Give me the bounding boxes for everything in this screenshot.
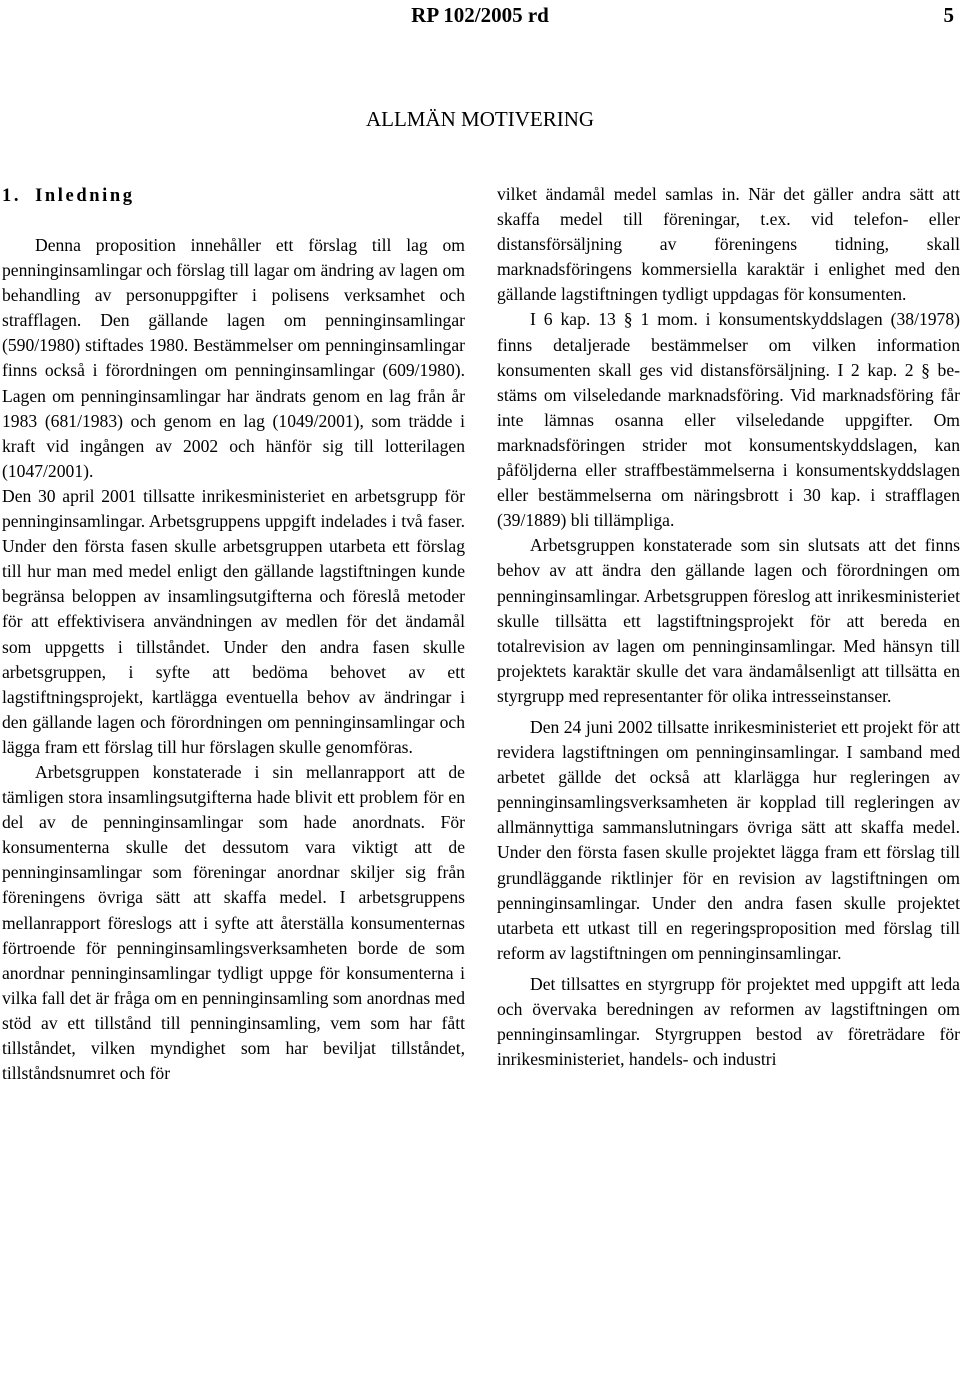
chapter-heading	[2, 182, 465, 210]
section-title: ALLMÄN MOTIVERING	[365, 107, 595, 131]
right-column	[497, 182, 960, 1072]
page-number: 5	[943, 3, 954, 27]
paragraph-consumer-protection: I 6 kap. 13 § 1 mom. i konsumentskyddslagen (38/1978) finns detaljerade bestämmelser om vilken information konsumenten skall ges vid distansförsäljning. I 2 kap. 2 § bestäms om vilseledande marknadsföring. Vid marknadsföring får inte lämnas osanna eller vilseledande uppgifter. Om marknadsföringen strider mot konsumentskyddslagen, kan påföljderna eller straffbestämmelserna i konsumentskyddslagen eller bestämmelserna om näringsbrott i 30 kap. i strafflagen (39/1889) bli tillämpliga.	[497, 309, 960, 531]
paragraph-interim-report: Arbetsgruppen konstaterade i sin mellanrapport att de tämligen stora insamlingsutgifterna hade blivit ett problem för en del av de penninginsamlingar som hade anordnats. För konsumenterna skulle det dessutom vara viktigt att de penninginsamlingar som föreningar anordnar skiljer sig från föreningens övriga sätt att skaffa medel. I arbetsgruppens mellanrapport föreslogs att i syfte att återställa konsumenternas förtroende för penninginsamlingsverksamheten borde de som anordnar penninginsamlingar tydligt uppge för konsumenterna i vilka fall det är fråga om en penninginsamling som anordnas med stöd av ett tillstånd till penninginsamling, vem som har fått tillståndet, vilken myndighet som har beviljat tillståndet, tillståndsnumret och för	[2, 761, 465, 1084]
chapter-heading-text: Inledning	[35, 186, 135, 206]
document-id: RP 102/2005 rd	[411, 3, 549, 27]
paragraph-continuation: vilket ändamål medel samlas in. När det gäller andra sätt att skaffa medel till föreningar, t.ex. vid telefon- eller distansförsäljning av föreningens tidning, skall marknadsföringens kommersiella karaktär i enlighet med den gällande lagstiftningen tydligt uppdagas för konsumenten.	[497, 184, 960, 305]
paragraph-steering-group: Det tillsattes en styrgrupp för projektet med uppgift att leda och övervaka beredningen av reformen av lagstiftningen om penninginsamlingar. Styrgruppen bestod av företrädare för inrikesministeriet, handels- och industri	[497, 973, 960, 1070]
chapter-heading-number: 1.	[2, 186, 22, 206]
paragraph-intro: Denna proposition innehåller ett förslag till lag om penninginsamlingar och förslag till lagar om ändring av lagen om behandling av personuppgifter i polisens verksamhet och strafflagen. Den gällande lagen om penninginsamlingar (590/1980) stiftades 1980. Bestämmelser om penninginsamlingar finns också i förordningen om penninginsamlingar (609/1980). Lagen om penninginsamlingar har ändrats genom en lag från år 1983 (681/1983) och genom en lag (1049/2001), som trädde i kraft vid ingången av 2002 och hänför sig till lotterilagen (1047/2001).	[2, 235, 465, 481]
paragraph-project: Den 24 juni 2002 tillsatte inrikesministeriet ett projekt för att revidera lagstiftningen om penninginsamlingar. I samband med arbetet gällde det också att klarlägga hur regleringen av penninginsamlingsverksamheten är kopplad till regleringen av allmännyttiga sammanslutningars övriga sätt att skaffa medel. Under den första fasen skulle projektet lägga fram ett förslag till grundläggande riktlinjer för en revision av lagstiftningen om penninginsamlingar. Under den andra fasen skulle projektet utarbeta ett utkast till en regeringsproposition med förslag till reform av lagstiftningen om penninginsamlingar.	[497, 716, 960, 963]
paragraph-working-group: Den 30 april 2001 tillsatte inrikesministeriet en arbetsgrupp för penninginsamlingar. Arbetsgruppens uppgift indelades i två faser. Under den första fasen skulle arbetsgruppen utarbeta ett förslag till hur man med medel enligt den gällande lagstiftningen kunde begränsa beloppen av insamlingsutgifterna och föreslå metoder för att effektivisera användningen av medlen för det ändamål som uppgetts i tillståndet. Under den andra fasen skulle arbetsgruppen, i syfte att bedöma behovet av ett lagstiftningsprojekt, kartlägga eventuella behov av ändringar i den gällande lagen och förordningen om penninginsamlingar och lägga fram ett förslag till hur förslagen skulle genomföras.	[2, 485, 465, 757]
left-column	[2, 182, 465, 1086]
paragraph-conclusion: Arbetsgruppen konstaterade som sin slutsats att det finns behov av att ändra den gällande lagen och förordningen om penninginsamlingar. Arbetsgruppen föreslog att inrikesministeriet skulle tillsätta ett lagstiftningsprojekt för att bereda en totalrevision av lagen om penninginsamlingar. Med hänsyn till projektets karaktär skulle det vara ändamålsenligt att tillsätta en styrgrupp med representanter för olika intresseinstanser.	[497, 535, 960, 706]
page-header	[0, 0, 960, 40]
